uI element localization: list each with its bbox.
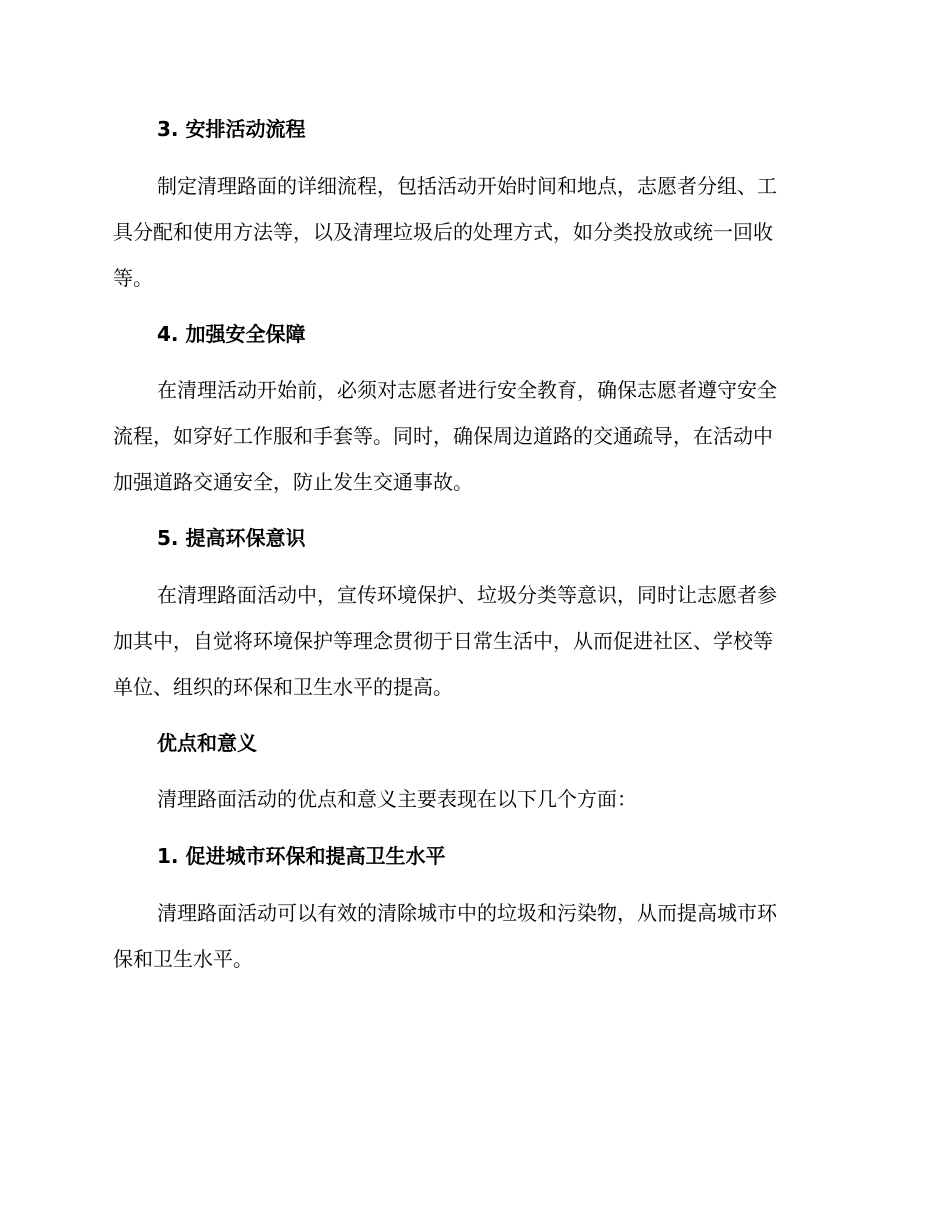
section-heading: 优点和意义 [157,731,257,755]
paragraph-line: 清理路面活动可以有效的清除城市中的垃圾和污染物，从而提高城市环 [157,901,777,925]
section-heading: 4. 加强安全保障 [157,322,306,346]
paragraph-line: 等。 [113,266,153,290]
section-heading: 1. 促进城市环保和提高卫生水平 [157,844,446,868]
paragraph-line: 具分配和使用方法等，以及清理垃圾后的处理方式，如分类投放或统一回收 [113,220,773,244]
paragraph-line: 在清理路面活动中，宣传环境保护、垃圾分类等意识，同时让志愿者参 [157,583,777,607]
paragraph-line: 清理路面活动的优点和意义主要表现在以下几个方面： [157,787,637,811]
paragraph-line: 单位、组织的环保和卫生水平的提高。 [113,675,453,699]
paragraph-line: 制定清理路面的详细流程，包括活动开始时间和地点，志愿者分组、工 [157,174,777,198]
paragraph-line: 加强道路交通安全，防止发生交通事故。 [113,470,473,494]
paragraph-line: 加其中，自觉将环境保护等理念贯彻于日常生活中，从而促进社区、学校等 [113,629,773,653]
section-heading: 5. 提高环保意识 [157,526,306,550]
paragraph-line: 保和卫生水平。 [113,947,253,971]
paragraph-line: 流程，如穿好工作服和手套等。同时，确保周边道路的交通疏导，在活动中 [113,424,773,448]
paragraph-line: 在清理活动开始前，必须对志愿者进行安全教育，确保志愿者遵守安全 [157,378,777,402]
section-heading: 3. 安排活动流程 [157,117,306,141]
